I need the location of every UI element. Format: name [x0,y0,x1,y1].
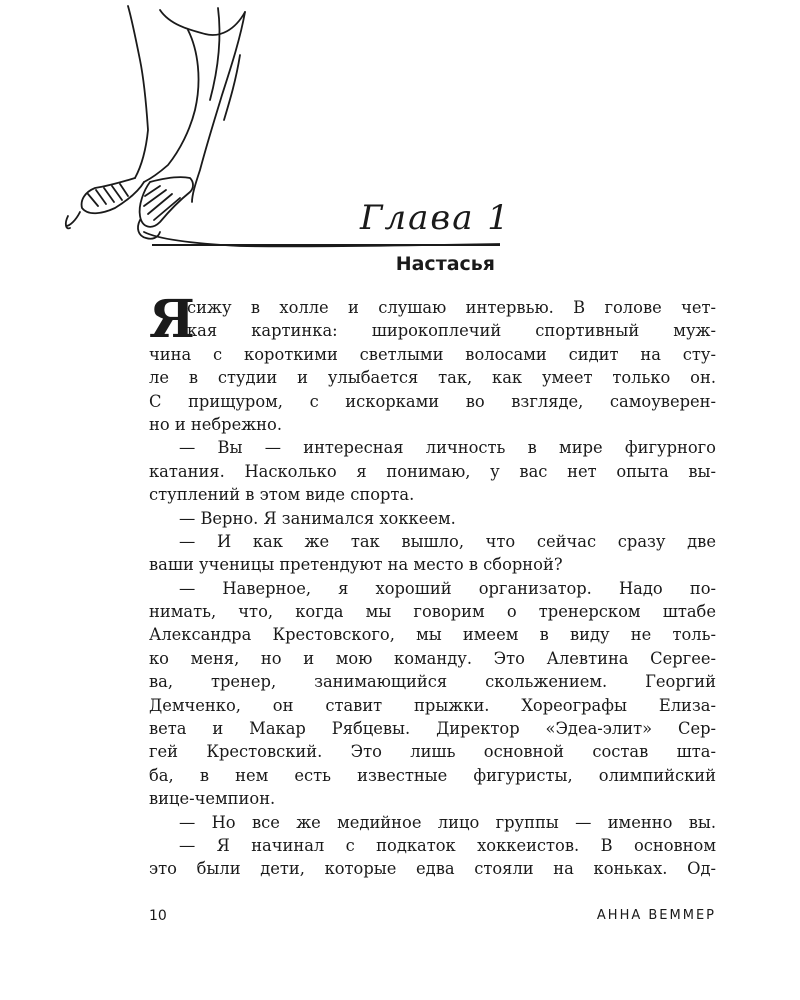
text-line: — Наверное, я хороший организатор. Надо по- [179,578,716,598]
text-line: катания. Насколько я понимаю, у вас нет опыта вы- [149,461,716,481]
page-number: 10 [149,908,167,924]
chapter-title: Глава 1 [360,198,511,238]
text-line: — Вы — интересная личность в мире фигурного [179,438,716,458]
chapter-rule [152,244,500,246]
text-line: ко меня, но и мою команду. Это Алевтина Сергее- [149,648,716,668]
text-line: С прищуром, с искорками во взгляде, самоуверен- [149,391,716,411]
text-line: гей Крестовский. Это лишь основной состав шта- [149,742,716,762]
text-line: нимать, что, когда мы говорим о тренерском штабе [149,602,716,622]
text-line: — И как же так вышло, что сейчас сразу две [179,531,716,551]
text-line: ва, тренер, занимающийся скольжением. Георгий [149,672,716,692]
running-head-author: АННА ВЕММЕР [596,908,716,923]
body-text [149,289,716,881]
text-line: — Но все же медийное лицо группы — именно вы. [179,812,716,832]
text-line: ба, в нем есть известные фигуристы, олимпийский [149,765,716,785]
text-line: кая картинка: широкоплечий спортивный муж- [187,321,716,341]
text-line: но и небрежно. [149,414,283,434]
text-line: — Верно. Я занимался хоккеем. [179,508,456,528]
text-line: ваши ученицы претендуют на место в сборной? [149,555,563,575]
text-line: это были дети, которые едва стояли на коньках. Од- [149,859,716,879]
text-line: ступлений в этом виде спорта. [149,485,415,505]
text-line: Александра Крестовского, мы имеем в виду не толь- [149,625,716,645]
text-line: вета и Макар Рябцевы. Директор «Эдеа-элит» Сер- [149,719,716,739]
text-line: ле в студии и улыбается так, как умеет только он. [149,368,716,388]
drop-cap: Я [149,289,195,350]
text-line: — Я начинал с подкаток хоккеистов. В основном [179,835,716,855]
text-line: сижу в холле и слушаю интервью. В голове чет- [187,298,716,317]
text-line: вице-чемпион. [149,789,276,809]
text-line: чина с короткими светлыми волосами сидит на сту- [149,344,716,364]
chapter-name: Настасья [395,253,495,275]
text-line: Демченко, он ставит прыжки. Хореографы Елиза- [149,695,716,715]
